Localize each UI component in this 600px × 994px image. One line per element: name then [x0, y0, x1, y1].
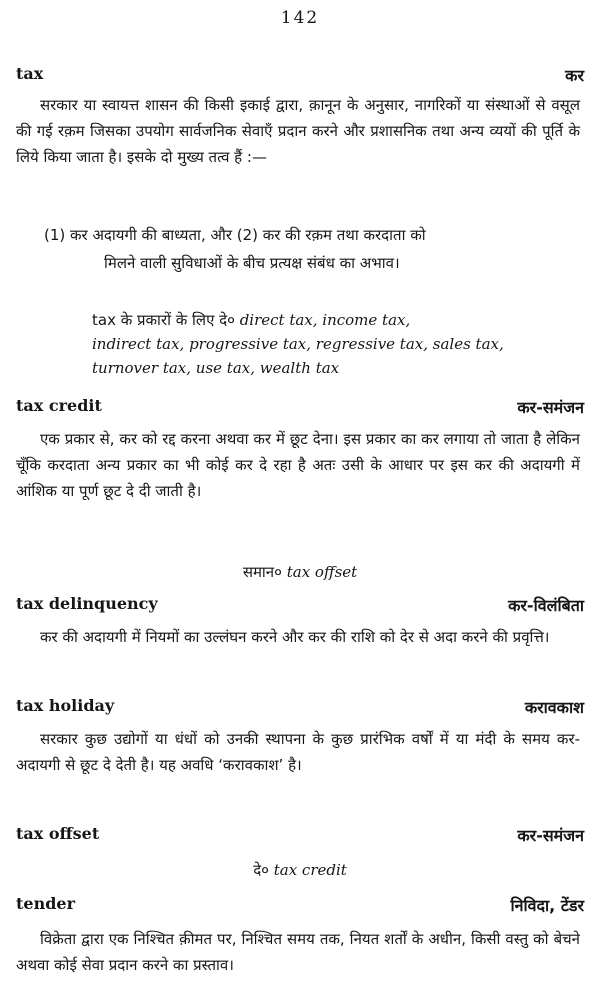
entry-tax-credit-heading — [16, 396, 584, 422]
entry-hindi-term: करावकाश — [524, 698, 584, 717]
entry-tax-types — [92, 308, 572, 380]
entry-term: tax credit — [16, 396, 102, 415]
entry-tax-holiday-definition: सरकार कुछ उद्योगों या धंधों को उनकी स्थापना के कुछ प्रारंभिक वर्षों में या मंदी के समय कर-अदायगी से छूट दे देती है। यह अवधि ‘करावकाश’ है। — [16, 730, 580, 774]
entry-tax-delinquency-definition: कर की अदायगी में नियमों का उल्लंघन करने और कर की राशि को देर से अदा करने की प्रवृत्ति। — [40, 628, 550, 646]
entry-hindi-term: कर-समंजन — [517, 826, 584, 845]
types-line1 — [92, 308, 572, 332]
entry-tax-credit-see — [0, 560, 600, 584]
entry-term: tax offset — [16, 824, 100, 843]
entry-tax-elements-line2: मिलने वाली सुविधाओं के बीच प्रत्यक्ष संबंध का अभाव। — [104, 254, 400, 272]
entry-term: tax holiday — [16, 696, 115, 715]
entry-hindi-term: निविदा, टेंडर — [510, 896, 584, 915]
entry-tax-definition: सरकार या स्वायत्त शासन की किसी इकाई द्वारा, क़ानून के अनुसार, नागरिकों या संस्थाओं से वसूल की गई रक़म जिसका उपयोग सार्वजनिक सेवाएँ प्रदान करने और प्रशासनिक तथा अन्य व्ययों की पूर्ति के लिये किया जाता है। इसके दो मुख्य तत्व हैं :— — [16, 96, 580, 166]
see-label: दे० — [253, 861, 269, 879]
entry-tax-offset-heading — [16, 824, 584, 850]
entry-hindi-term: कर — [565, 66, 584, 85]
entry-term: tax delinquency — [16, 594, 158, 613]
entry-tax-offset-see — [0, 858, 600, 882]
entry-hindi-term: कर-समंजन — [517, 398, 584, 417]
entry-hindi-term: कर-विलंबिता — [508, 596, 584, 615]
see-term: tax credit — [273, 861, 347, 879]
entry-tender-definition: विक्रेता द्वारा एक निश्चित क़ीमत पर, निश्चित समय तक, नियत शर्तों के अधीन, किसी वस्तु को बेचने अथवा कोई सेवा प्रदान करने का प्रस्ताव। — [16, 930, 580, 974]
entry-tax-heading — [16, 64, 584, 90]
entry-tax-elements-line1: (1) कर अदायगी की बाध्यता, और (2) कर की रक़म तथा करदाता को — [44, 226, 426, 244]
see-term: tax offset — [286, 563, 358, 581]
entry-tax-delinquency-heading — [16, 594, 584, 620]
types-line2: indirect tax, progressive tax, regressive tax, sales tax, — [92, 335, 504, 353]
types-list-1: direct tax, income tax, — [239, 311, 411, 329]
see-label: समान० — [242, 563, 282, 581]
entry-tender-heading — [16, 894, 584, 920]
page-number: 142 — [280, 8, 320, 28]
entry-term: tender — [16, 894, 75, 913]
entry-tax-holiday-heading — [16, 696, 584, 722]
types-prefix: tax के प्रकारों के लिए दे० — [92, 311, 235, 329]
types-line3: turnover tax, use tax, wealth tax — [92, 359, 340, 377]
entry-term: tax — [16, 64, 44, 83]
entry-tax-credit-definition: एक प्रकार से, कर को रद्द करना अथवा कर में छूट देना। इस प्रकार का कर लगाया तो जाता है लेकिन चूँकि करदाता अन्य प्रकार का भी कोई कर दे रहा है अतः उसी के आधार पर इस कर की अदायगी में आंशिक या पूर्ण छूट दे दी जाती है। — [16, 430, 580, 500]
